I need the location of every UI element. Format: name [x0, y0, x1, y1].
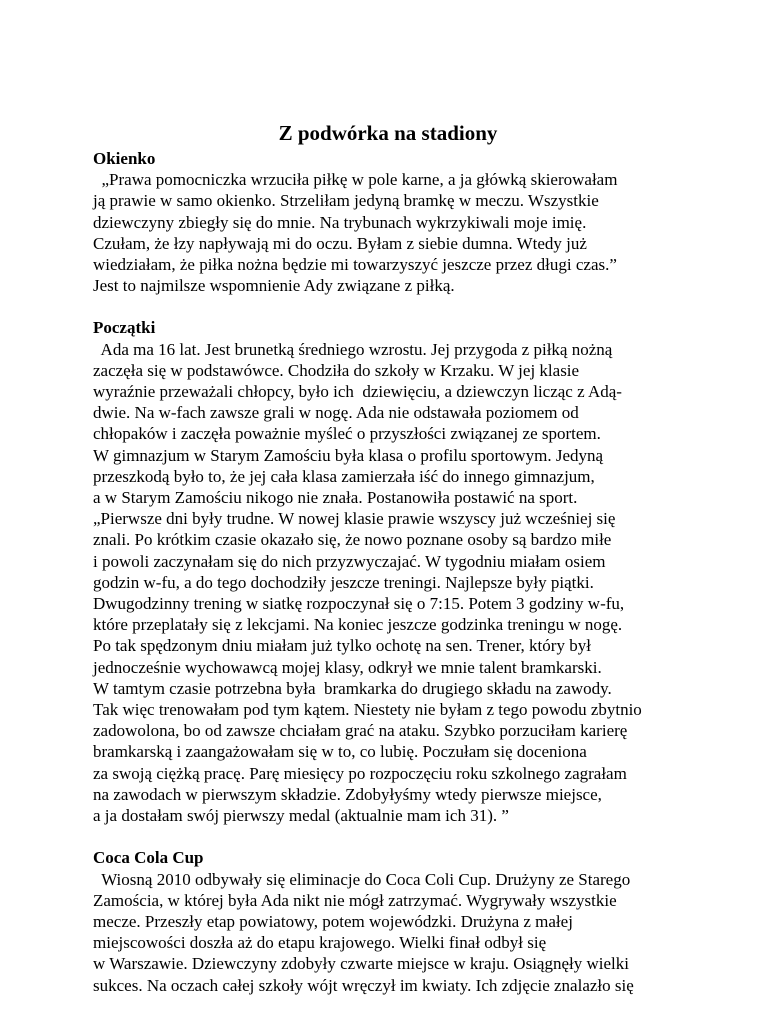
section	[93, 317, 753, 826]
paragraph-line: „Pierwsze dni były trudne. W nowej klasie prawie wszyscy już wcześniej się	[93, 509, 616, 529]
paragraph-line: dziewczyny zbiegły się do mnie. Na trybunach wykrzykiwali moje imię.	[93, 212, 587, 232]
section-heading: Okienko	[93, 149, 156, 168]
paragraph-line: ją prawie w samo okienko. Strzeliłam jedyną bramkę w meczu. Wszystkie	[93, 191, 599, 211]
paragraph-line: dwie. Na w-fach zawsze grali w nogę. Ada nie odstawała poziomem od	[93, 403, 579, 423]
paragraph-line: mecze. Przeszły etap powiatowy, potem wojewódzki. Drużyna z małej	[93, 911, 573, 931]
paragraph-line: przeszkodą było to, że jej cała klasa zamierzała iść do innego gimnazjum,	[93, 466, 595, 486]
paragraph-line: Wiosną 2010 odbywały się eliminacje do Coca Coli Cup. Drużyny ze Starego	[93, 869, 631, 889]
section-heading: Początki	[93, 318, 156, 338]
paragraph-line: jednocześnie wychowawcą mojej klasy, odkrył we mnie talent bramkarski.	[93, 657, 602, 677]
paragraph-line: w Warszawie. Dziewczyny zdobyły czwarte miejsce w kraju. Osiągnęły wielki	[93, 954, 629, 974]
paragraph-line: Tak więc trenowałam pod tym kątem. Niestety nie byłam z tego powodu zbytnio	[93, 700, 642, 720]
paragraph-line: chłopaków i zaczęła poważnie myśleć o przyszłości związanej ze sportem.	[93, 424, 601, 444]
paragraph-line: i powoli zaczynałam się do nich przyzwyczajać. W tygodniu miałam osiem	[93, 551, 606, 571]
paragraph-line: na zawodach w pierwszym składzie. Zdobyłyśmy wtedy pierwsze miejsce,	[93, 784, 602, 804]
paragraph-line: a ja dostałam swój pierwszy medal (aktualnie mam ich 31). ”	[93, 806, 509, 826]
paragraph-line: miejscowości doszła aż do etapu krajowego. Wielki finał odbył się	[93, 933, 547, 953]
paragraph-line: bramkarską i zaangażowałam się w to, co lubię. Poczułam się doceniona	[93, 742, 587, 762]
paragraph-line: Ada ma 16 lat. Jest brunetką średniego wzrostu. Jej przygoda z piłką nożną	[93, 339, 613, 359]
paragraph-line: wyraźnie przeważali chłopcy, było ich dziewięciu, a dziewczyn licząc z Adą-	[93, 382, 622, 402]
paragraph-line: Zamościa, w której była Ada nikt nie mógł zatrzymać. Wygrywały wszystkie	[93, 890, 617, 910]
paragraph-line: a w Starym Zamościu nikogo nie znała. Postanowiła postawić na sport.	[93, 488, 578, 508]
paragraph-line: znali. Po krótkim czasie okazało się, że nowo poznane osoby są bardzo miłe	[93, 530, 612, 550]
paragraph-line: za swoją ciężką pracę. Parę miesięcy po rozpoczęciu roku szkolnego zagrałam	[93, 763, 627, 783]
paragraph-line: Dwugodzinny trening w siatkę rozpoczynał się o 7:15. Potem 3 godziny w-fu,	[93, 594, 625, 614]
paragraph-line: „Prawa pomocniczka wrzuciła piłkę w pole karne, a ja główką skierowałam	[93, 170, 618, 190]
paragraph-line: Po tak spędzonym dniu miałam już tylko ochotę na sen. Trener, który był	[93, 636, 591, 656]
section	[93, 847, 753, 995]
paragraph-line: sukces. Na oczach całej szkoły wójt wręczył im kwiaty. Ich zdjęcie znalazło się	[93, 975, 634, 995]
document-title: Z podwórka na stadiony	[278, 121, 498, 145]
paragraph-line: W gimnazjum w Starym Zamościu była klasa o profilu sportowym. Jedyną	[93, 445, 604, 465]
document-body	[93, 148, 753, 1017]
paragraph-line: godzin w-fu, a do tego dochodziły jeszcze treningi. Najlepsze były piątki.	[93, 572, 594, 592]
paragraph-line: wiedziałam, że piłka nożna będzie mi towarzyszyć jeszcze przez długi czas.”	[93, 255, 617, 275]
paragraph-line: W tamtym czasie potrzebna była bramkarka do drugiego składu na zawody.	[93, 678, 612, 698]
paragraph-line: zaczęła się w podstawówce. Chodziła do szkoły w Krzaku. W jej klasie	[93, 360, 580, 380]
paragraph-line: które przeplatały się z lekcjami. Na koniec jeszcze godzinka treningu w nogę.	[93, 615, 623, 635]
paragraph-line: zadowolona, bo od zawsze chciałam grać na ataku. Szybko porzuciłam karierę	[93, 721, 628, 741]
paragraph-line: Jest to najmilsze wspomnienie Ady związane z piłką.	[93, 276, 455, 296]
section-heading: Coca Cola Cup	[93, 848, 204, 868]
paragraph-line: Czułam, że łzy napływają mi do oczu. Byłam z siebie dumna. Wtedy już	[93, 233, 587, 253]
section	[93, 148, 753, 296]
